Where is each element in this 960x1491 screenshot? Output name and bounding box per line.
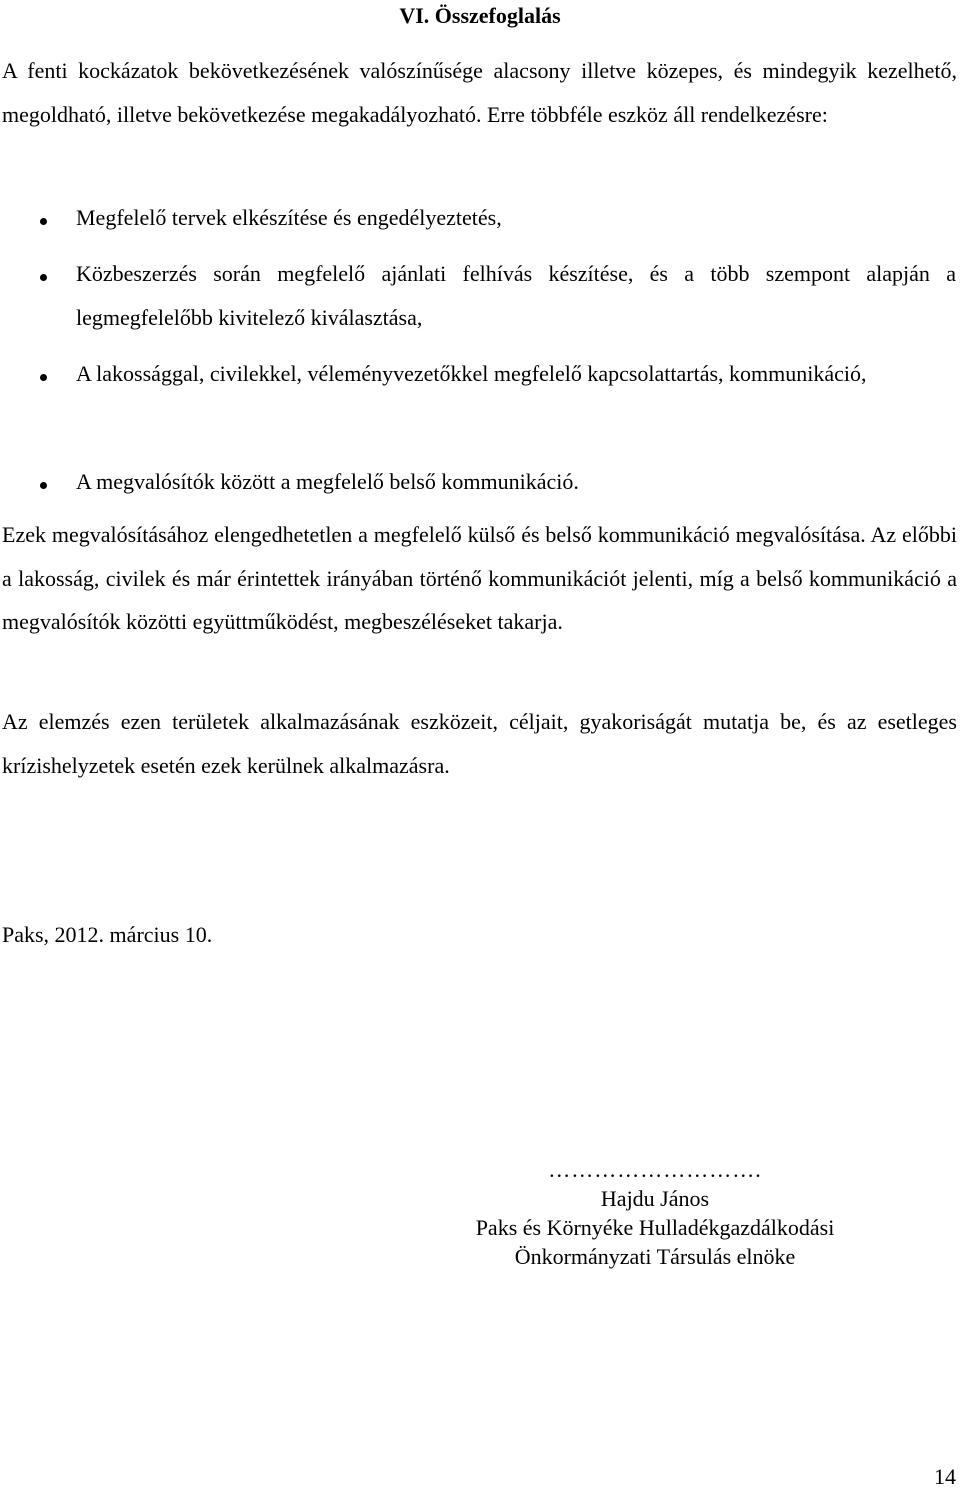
bullet-icon — [40, 374, 47, 381]
list-item-text: Megfelelő tervek elkészítése és engedélyeztetés, — [76, 205, 502, 230]
page-number: 14 — [934, 1464, 956, 1489]
list-item-text: A megvalósítók között a megfelelő belső kommunikáció. — [76, 469, 579, 494]
place-and-date: Paks, 2012. március 10. — [2, 922, 213, 947]
bullet-icon — [40, 482, 47, 489]
list-item-text: A lakossággal, civilekkel, véleményvezetőkkel megfelelő kapcsolattartás, kommunikáció, — [76, 361, 867, 386]
bullet-icon — [40, 274, 47, 281]
section-heading: VI. Összefoglalás — [399, 3, 561, 28]
signatory-organization: Paks és Környéke Hulladékgazdálkodási — [475, 1215, 835, 1240]
bullet-icon — [40, 218, 47, 225]
intro-paragraph: A fenti kockázatok bekövetkezésének valószínűsége alacsony illetve közepes, és mindegyik kezelhető, megoldható, illetve bekövetkezése megakadályozható. Erre többféle eszköz áll rendelkezésre: — [2, 58, 957, 127]
body-paragraph: Ezek megvalósításához elengedhetetlen a megfelelő külső és belső kommunikáció megvalósítása. Az előbbi a lakosság, civilek és már érintettek irányában történő kommunikációt jelenti, míg a belső kommunikáció a megvalósítók közötti együttműködést, megbeszéléseket takarja. — [2, 522, 957, 634]
signatory-title: Önkormányzati Társulás elnöke — [514, 1244, 796, 1269]
signatory-name: Hajdu János — [600, 1186, 710, 1211]
list-item-text: Közbeszerzés során megfelelő ajánlati felhívás készítése, és a több szempont alapján a legmegfelelőbb kivitelező kiválasztása, — [76, 261, 956, 330]
signature-block — [440, 1155, 870, 1271]
body-paragraph: Az elemzés ezen területek alkalmazásának eszközeit, céljait, gyakoriságát mutatja be, és az esetleges krízishelyzetek esetén ezek kerülnek alkalmazásra. — [2, 709, 957, 778]
signature-line: ………………………. — [548, 1157, 762, 1182]
